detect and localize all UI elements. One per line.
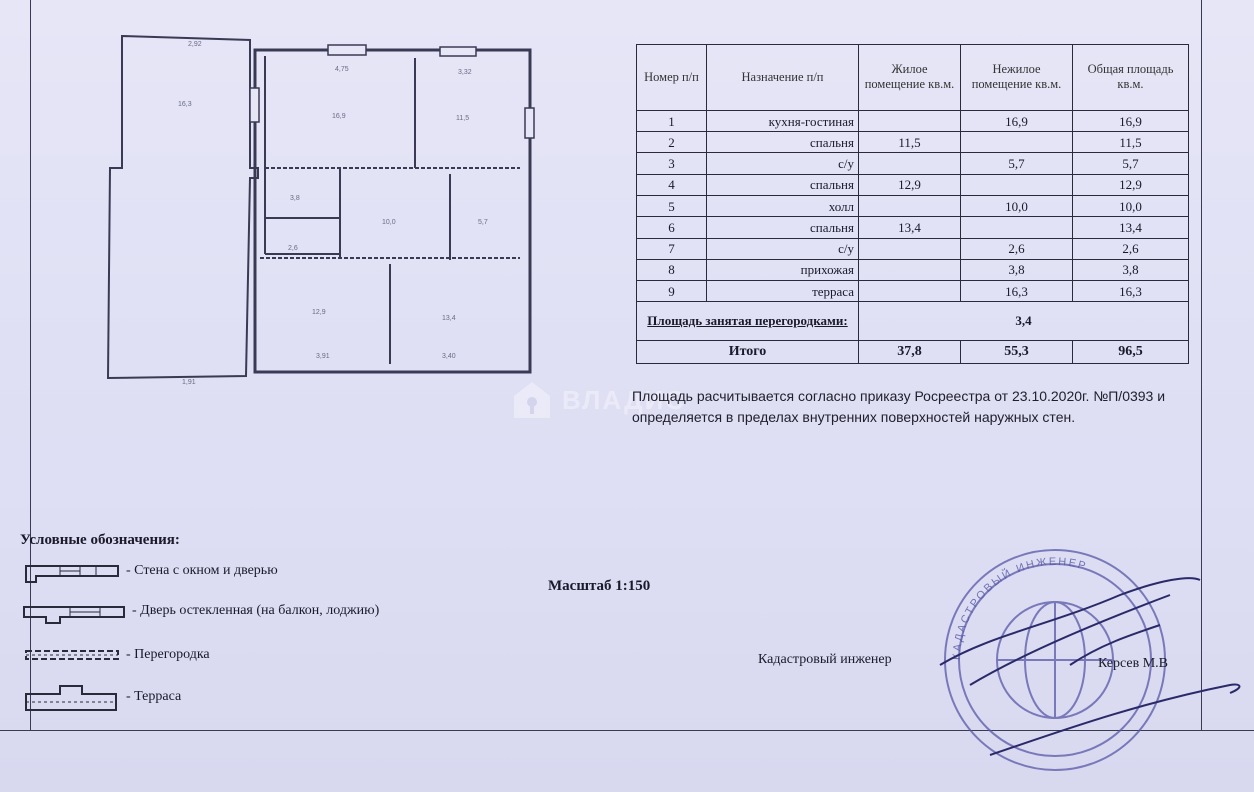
partition-value: 3,4 <box>859 302 1189 340</box>
legend-title: Условные обозначения: <box>20 532 180 548</box>
glazed-door-icon <box>20 597 126 625</box>
cell-nonliving <box>961 174 1073 195</box>
cell-nonliving: 3,8 <box>961 259 1073 280</box>
cell-living <box>859 153 961 174</box>
plan-dim-label: 3,40 <box>442 353 456 360</box>
table-row <box>637 132 1189 153</box>
plan-area-label: 5,7 <box>478 219 488 226</box>
cell-num: 9 <box>637 281 707 302</box>
cell-name: с/у <box>707 238 859 259</box>
engineer-role: Кадастровый инженер <box>758 652 892 667</box>
cell-living <box>859 281 961 302</box>
scale-label: Масштаб 1:150 <box>548 578 651 594</box>
cell-total: 12,9 <box>1073 174 1189 195</box>
cell-num: 6 <box>637 217 707 238</box>
wall-symbol-icon <box>20 558 120 584</box>
cell-total: 16,9 <box>1073 110 1189 131</box>
cell-total: 16,3 <box>1073 281 1189 302</box>
house-icon <box>510 378 554 422</box>
cell-num: 3 <box>637 153 707 174</box>
terrace-outline <box>108 36 258 378</box>
plan-area-label: 16,3 <box>178 101 192 108</box>
cell-total: 11,5 <box>1073 132 1189 153</box>
cell-name: терраса <box>707 281 859 302</box>
cell-name: холл <box>707 195 859 216</box>
table-row <box>637 174 1189 195</box>
floor-plan <box>100 28 540 388</box>
legend-label: - Стена с окном и дверью <box>126 563 278 578</box>
area-note: Площадь расчитывается согласно приказу Росреестра от 23.10.2020г. №П/0393 и определяется в пределах внутренних поверхностей наружных стен. <box>632 388 1166 425</box>
cell-name: кухня-гостиная <box>707 110 859 131</box>
cell-living: 12,9 <box>859 174 961 195</box>
cell-total: 13,4 <box>1073 217 1189 238</box>
cell-total: 10,0 <box>1073 195 1189 216</box>
explication-table <box>636 44 1189 364</box>
table-row <box>637 281 1189 302</box>
legend-item-wall <box>20 556 278 586</box>
cell-nonliving <box>961 217 1073 238</box>
cell-total: 2,6 <box>1073 238 1189 259</box>
plan-area-label: 12,9 <box>312 309 326 316</box>
legend-item-partition <box>20 640 210 670</box>
total-living: 37,8 <box>859 340 961 363</box>
cell-num: 5 <box>637 195 707 216</box>
total-nonliving: 55,3 <box>961 340 1073 363</box>
stamp-text: КАДАСТРОВЫЙ ИНЖЕНЕР <box>950 555 1089 661</box>
table-row <box>637 195 1189 216</box>
cell-num: 2 <box>637 132 707 153</box>
table-row <box>637 110 1189 131</box>
cell-total: 3,8 <box>1073 259 1189 280</box>
cell-living <box>859 259 961 280</box>
cell-num: 7 <box>637 238 707 259</box>
plan-area-label: 10,0 <box>382 219 396 226</box>
table-row <box>637 153 1189 174</box>
legend-label: - Перегородка <box>126 647 210 662</box>
header-nonliving: Нежилое помещение кв.м. <box>961 45 1073 111</box>
legend-item-terrace <box>20 682 181 712</box>
cell-nonliving: 10,0 <box>961 195 1073 216</box>
cell-living <box>859 195 961 216</box>
cell-name: спальня <box>707 132 859 153</box>
watermark-text: ВЛАДИС <box>562 384 687 415</box>
table-header-row <box>637 45 1189 111</box>
cell-nonliving: 2,6 <box>961 238 1073 259</box>
header-living: Жилое помещение кв.м. <box>859 45 961 111</box>
cell-name: спальня <box>707 174 859 195</box>
plan-area-label: 13,4 <box>442 315 456 322</box>
cell-living <box>859 110 961 131</box>
plan-area-label: 16,9 <box>332 113 346 120</box>
table-row <box>637 238 1189 259</box>
cell-living <box>859 238 961 259</box>
partition-label: Площадь занятая перегородками: <box>637 302 859 340</box>
plan-dim-label: 3,91 <box>316 353 330 360</box>
engineer-name: Керсев М.В <box>1098 656 1169 671</box>
total-label: Итого <box>637 340 859 363</box>
header-num: Номер п/п <box>637 45 707 111</box>
cell-num: 4 <box>637 174 707 195</box>
plan-dim-label: 3,32 <box>458 69 472 76</box>
plan-area-label: 11,5 <box>456 115 470 122</box>
cell-name: с/у <box>707 153 859 174</box>
cell-nonliving: 16,9 <box>961 110 1073 131</box>
cell-total: 5,7 <box>1073 153 1189 174</box>
cell-name: прихожая <box>707 259 859 280</box>
legend-label: - Дверь остекленная (на балкон, лоджию) <box>132 603 380 618</box>
legend-item-glazed-door <box>20 596 379 626</box>
cell-name: спальня <box>707 217 859 238</box>
header-purpose: Назначение п/п <box>707 45 859 111</box>
plan-area-label: 2,6 <box>288 245 298 252</box>
cell-num: 1 <box>637 110 707 131</box>
cell-nonliving <box>961 132 1073 153</box>
cell-nonliving: 16,3 <box>961 281 1073 302</box>
plan-area-label: 3,8 <box>290 195 300 202</box>
building-outline <box>255 50 530 372</box>
partition-row <box>637 302 1189 340</box>
cell-nonliving: 5,7 <box>961 153 1073 174</box>
cell-living: 11,5 <box>859 132 961 153</box>
total-total: 96,5 <box>1073 340 1189 363</box>
signature-scribble <box>930 565 1250 775</box>
cell-living: 13,4 <box>859 217 961 238</box>
plan-dim-label: 2,92 <box>188 41 202 48</box>
header-total: Общая площадь кв.м. <box>1073 45 1189 111</box>
table-row <box>637 217 1189 238</box>
legend-label: - Терраса <box>126 689 182 704</box>
cell-num: 8 <box>637 259 707 280</box>
plan-dim-label: 1,91 <box>182 379 196 386</box>
terrace-symbol-icon <box>20 680 120 714</box>
total-row <box>637 340 1189 363</box>
plan-dim-label: 4,75 <box>335 66 349 73</box>
table-row <box>637 259 1189 280</box>
partition-symbol-icon <box>20 645 120 665</box>
